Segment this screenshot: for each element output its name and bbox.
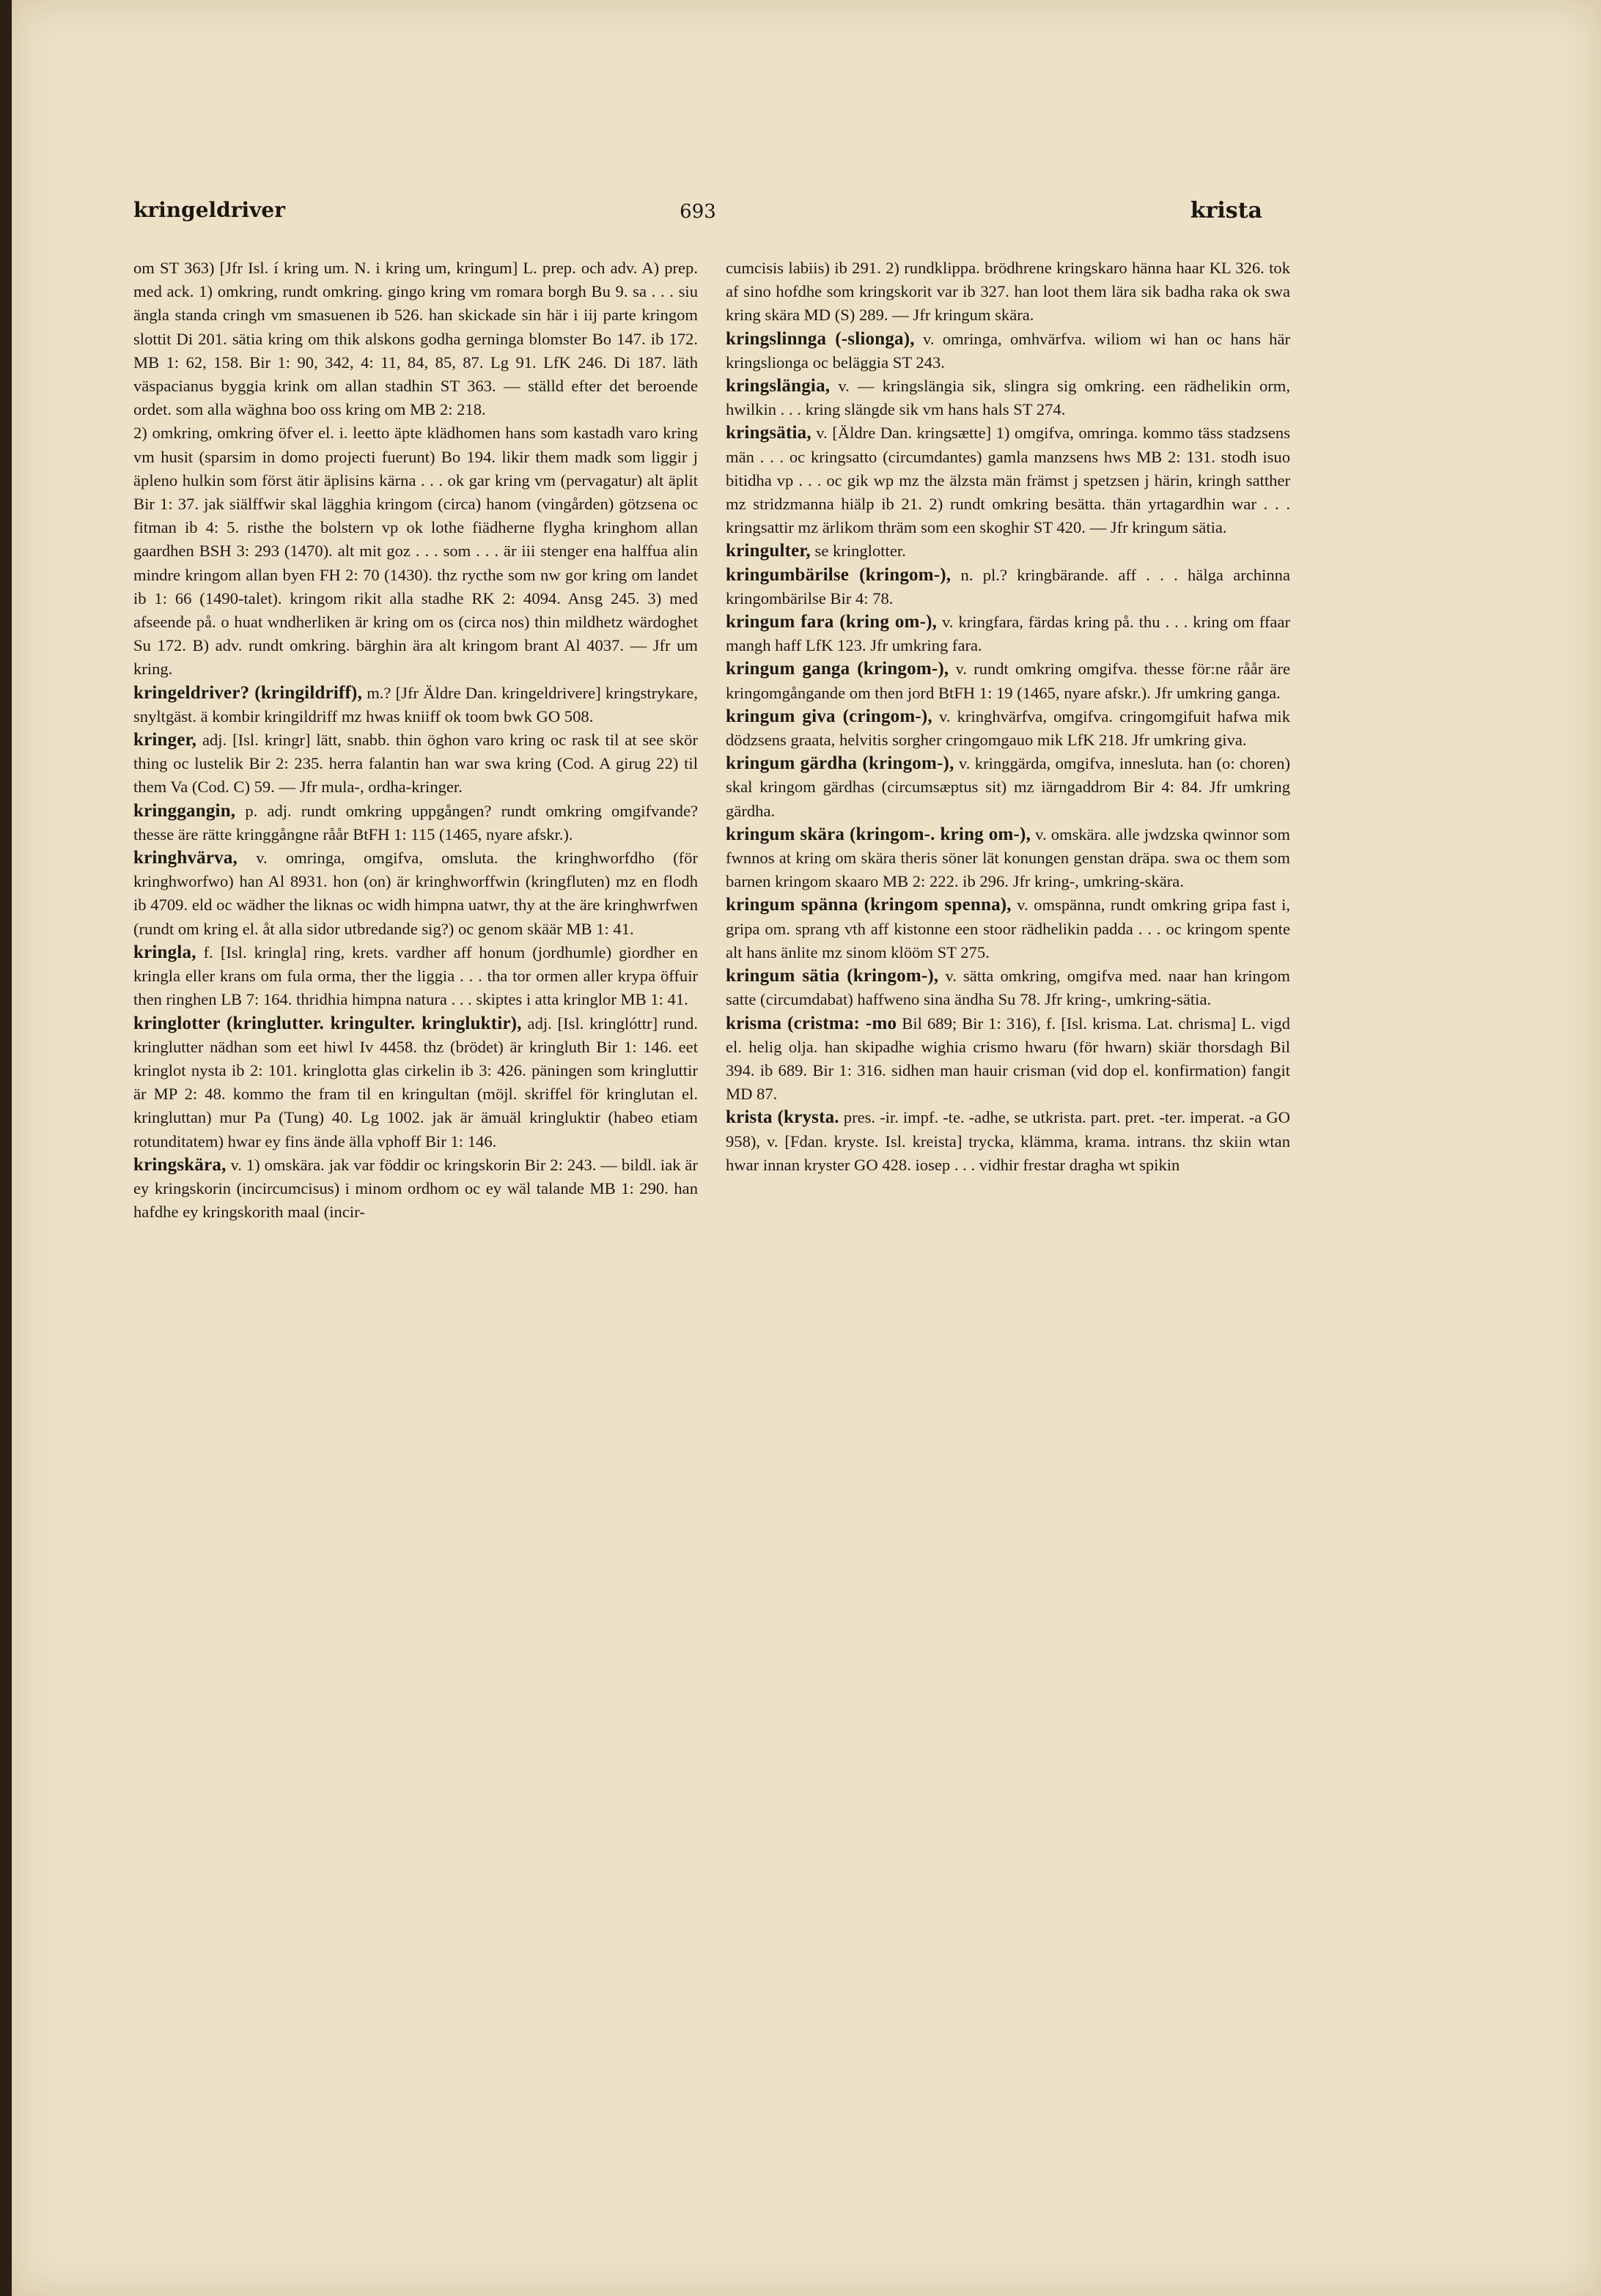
dictionary-entry — [726, 823, 1290, 894]
entry-headword: kringum skära (kringom-. kring om-), — [726, 824, 1031, 844]
entry-text: v. kringfara, färdas kring på. thu . . . kring om ffaar mangh haff LfK 123. Jfr umkring fara. — [726, 613, 1290, 655]
dictionary-entry — [133, 1153, 698, 1225]
entry-headword: kringhvärva, — [133, 848, 238, 868]
dictionary-entry — [726, 964, 1290, 1011]
dictionary-entry — [133, 800, 698, 846]
dictionary-entry — [726, 374, 1290, 421]
entry-text: v. omringa, omhvärfva. wiliom wi han oc hans här kringslionga oc beläggia ST 243. — [726, 329, 1290, 372]
entry-text: v. omringa, omgifva, omsluta. the kringhworfdho (för kringhworfwo) han Al 8931. hon (on) är kringhworffwin (kringfluten) mz en flodh ib 4709. eld oc wädher the liknas oc widh himpna uatwr, thy at the äre kringhwrfwen (rundt om kring el. åt alla sidor utbredande sig?) oc genom skäär MB 1: 41. — [133, 849, 698, 938]
right-column — [726, 256, 1290, 1177]
entry-text: v. rundt omkring omgifva. thesse för:ne råår äre kringomgångande om then jord BtFH 1: 19 (1465, nyare afskr.). Jfr umkring ganga. — [726, 660, 1290, 702]
entry-text: v. kringgärda, omgifva, innesluta. han (o: choren) skal kringom gärdhas (circumsæptus sit) mz iärngaddrom Bir 4: 84. Jfr umkring gärdha. — [726, 754, 1290, 820]
entry-text: v. 1) omskära. jak var föddir oc kringskorin Bir 2: 243. — bildl. iak är ey kringskorin (incircumcisus) i minom ordhom oc ey wäl talande MB 1: 290. han hafdhe ey kringskorith maal (incir- — [133, 1155, 698, 1222]
scan-edge — [0, 0, 12, 2296]
running-header — [133, 198, 1262, 235]
entry-headword: krista (krysta. — [726, 1107, 839, 1128]
dictionary-entry — [726, 657, 1290, 704]
dictionary-entry — [133, 941, 698, 1012]
entry-text: adj. [Isl. kringlóttr] rund. kringlutter nädhan som eet hiwl Iv 4458. thz (brödet) är kringluth Bir 1: 146. eet kringlot nysta ib 2: 101. kringlotta glas cirkelin ib 3: 426. päningen som kringluttir är MP 2: 48. kommo the fram til en kringultan (möjl. skriffel för kringlutan el. kringluttan) mur Pa (Tung) 40. Lg 1002. jak är ämuäl kringluktir (habeo etiam rotunditatem) hwar ey fins ände älla vphoff Bir 1: 146. — [133, 1014, 698, 1151]
entry-text: pres. -ir. impf. -te. -adhe, se utkrista. part. pret. -ter. imperat. -a GO 958), v. [Fdan. kryste. Isl. kreista] trycka, klämma, krama. intrans. thz skiin wtan hwar innan kryster GO 428. iosep . . . vidhir frestar dragha wt spikin — [726, 1108, 1290, 1174]
dictionary-entry — [133, 846, 698, 941]
entry-headword: kringum giva (cringom-), — [726, 706, 932, 726]
dictionary-entry — [133, 682, 698, 728]
entry-continuation — [133, 256, 698, 421]
dictionary-entry — [726, 328, 1290, 374]
entry-headword: kringgangin, — [133, 800, 236, 821]
entry-headword: kringum fara (kring om-), — [726, 612, 938, 632]
entry-text: cumcisis labiis) ib 291. 2) rundklippa. brödhrene kringskaro hänna haar KL 326. tok af sino hofdhe som kringskorit var ib 327. han loot them lära sik badha raka ok swa kring skära MD (S) 289. — Jfr kringum skära. — [726, 259, 1290, 325]
entry-text: v. [Äldre Dan. kringsætte] 1) omgifva, omringa. kommo täss stadzsens män . . . oc kringsatto (circumdantes) gamla manzsens hws MB 2: 131. stodh isuo bitidha vp . . . oc gik wp mz the älzsta män främst j spetzsen j härin, kringh satther mz stridzmanna hiälp ib 21. 2) rundt omkring besätta. thän yrtagardhin war . . . kringsattir mz ärlikom thräm som een skoghir ST 420. — Jfr kringum sätia. — [726, 424, 1290, 537]
entry-text: f. [Isl. kringla] ring, krets. vardher aff honum (jordhumle) giordher en kringla eller krans om fula orma, ther the liggia . . . tha tor ormen aller krypa öffuir then ringhen LB 7: 164. thridhia himpna natura . . . skiptes i atta kringlor MB 1: 41. — [133, 942, 698, 1009]
entry-headword: kringer, — [133, 730, 197, 750]
entry-headword: kringskära, — [133, 1154, 227, 1175]
entry-text: v. kringhvärfva, omgifva. cringomgifuit hafwa mik dödzsens graata, helvitis sorgher cringomgauo mik LfK 218. Jfr umkring giva. — [726, 706, 1291, 750]
dictionary-entry — [133, 1012, 698, 1153]
dictionary-entry — [726, 893, 1290, 964]
entry-headword: kringum sätia (kringom-), — [726, 966, 939, 986]
dictionary-entry — [726, 1012, 1290, 1107]
dictionary-entry — [726, 752, 1290, 823]
entry-headword: kringslinnga (-slionga), — [726, 328, 915, 349]
entry-headword: krisma (cristma: -mo — [726, 1013, 897, 1033]
dictionary-entry — [726, 421, 1290, 539]
entry-text: 2) omkring, omkring öfver el. i. leetto äpte klädhomen hans som kastadh varo kring vm husit (sparsim in domo projecti fuerunt) Bo 194. likir them madk som liggir j äpleno hulkin som först ätir äplisins kärna . . . ok gar kring vm (pervagatur) alt äplit Bir 1: 37. jak siälffwir skal lägghia kringom (circa) hanom (vingården) götzsena oc fitman ib 4: 5. risthe the bolstern vp ok lothe fiädherne flygha kringhom allan gaardhen BSH 3: 293 (1470). alt mit goz . . . som . . . är iii stenger ena halffua alin mindre kringom allan byen FH 2: 70 (1430). thz rycthe som nw gor kring om landet ib 1: 66 (1490-talet). kringom rikit alla stadhe RK 2: 4094. Ansg 245. 3) med afseende på. o huat wndherliken är kring om os (circa nos) thin mildhetz wärdoghet Su 172. B) adv. rundt omkring. bärghin ära alt kringom brant Al 4037. — Jfr um kring. — [133, 424, 698, 679]
entry-text: om ST 363) [Jfr Isl. í kring um. N. i kring um, kringum] L. prep. och adv. A) prep. med ack. 1) omkring, rundt omkring. gingo kring vm romara borgh Bu 9. sa . . . siu ängla standa cringh vm smasuenen ib 526. han skickade sin här i iij parte kringom slottit Di 201. sätia kring om thik alskons godha gerninga blomster Bo 147. ib 172. MB 1: 62, 158. Bir 1: 90, 342, 4: 11, 84, 85, 87. Lg 91. LfK 246. Di 187. läth väspacianus byggia krink om allan stadhin ST 363. — ställd efter det beroende ordet. som alla wäghna boo oss kring om MB 2: 218. — [133, 259, 698, 419]
entry-text: Bil 689; Bir 1: 316), f. [Isl. krisma. Lat. chrisma] L. vigd el. helig olja. han skipadhe wighia crismo hwaru (för hwarn) skiär thorsdagh Bil 394. ib 689. Bir 1: 316. sidhen man hauir crisman (vid dop el. konfirmation) fangit MD 87. — [726, 1014, 1290, 1104]
dictionary-entry — [133, 728, 698, 800]
entry-continuation — [726, 256, 1290, 328]
entry-headword: kringum spänna (kringom spenna), — [726, 895, 1012, 915]
entry-headword: kringum gärdha (kringom-), — [726, 753, 954, 774]
entry-headword: kringeldriver? (kringildriff), — [133, 682, 363, 703]
entry-headword: kringlotter (kringlutter. kringulter. kringluktir), — [133, 1013, 522, 1033]
entry-text: v. — kringslängia sik, slingra sig omkring. een rädhelikin orm, hwilkin . . . kring slängde sik vm hans hals ST 274. — [726, 377, 1290, 419]
entry-text: m.? [Jfr Äldre Dan. kringeldrivere] kringstrykare, snyltgäst. ä kombir kringildriff mz hwas kniiff ok toom bwk GO 508. — [133, 683, 698, 726]
entry-headword: kringla, — [133, 942, 196, 962]
entry-text: p. adj. rundt omkring uppgången? rundt omkring omgifvande? thesse äre rätte kringgångne råår BtFH 1: 115 (1465, nyare afskr.). — [133, 801, 698, 844]
entry-text: n. pl.? kringbärande. aff . . . hälga archinna kringombärilse Bir 4: 78. — [726, 565, 1290, 608]
entry-headword: kringsätia, — [726, 423, 811, 443]
dictionary-entry — [726, 705, 1290, 752]
dictionary-entry — [726, 610, 1290, 657]
dictionary-entry — [726, 539, 1290, 563]
page-number: 693 — [680, 201, 716, 223]
left-column — [133, 256, 698, 1224]
entry-text: v. sätta omkring, omgifva med. naar han kringom satte (circumdabat) haffweno sina ändha Su 78. Jfr kring-, umkring-sätia. — [726, 967, 1291, 1009]
dictionary-entry — [726, 1106, 1290, 1177]
entry-headword: kringulter, — [726, 541, 811, 561]
entry-headword: kringum ganga (kringom-), — [726, 659, 949, 679]
header-first-headword: kringeldriver — [133, 198, 285, 222]
entry-headword: kringumbärilse (kringom-), — [726, 564, 952, 585]
entry-text: v. omskära. alle jwdzska qwinnor som fwnnos at kring om skära theris söner lät konungen genstan dräpa. swa oc them som barnen kringom skaaro MB 2: 222. ib 296. Jfr kring-, umkring-skära. — [726, 824, 1290, 891]
entry-text: adj. [Isl. kringr] lätt, snabb. thin öghon varo kring oc rask til at see skör thing oc lustelik Bir 2: 235. herra falantin han war swa kring (Cod. A girug 22) til them Va (Cod. C) 59. — Jfr mula-, ordha-kringer. — [133, 731, 698, 797]
entry-text: v. omspänna, rundt omkring gripa fast i, gripa om. sprang vth aff kistonne een stoor rädhelikin padda . . . oc kringom spente alt hans änlite mz sinom klööm ST 275. — [726, 896, 1290, 961]
entry-headword: kringslängia, — [726, 376, 831, 396]
dictionary-entry — [726, 564, 1290, 610]
entry-text: se kringlotter. — [810, 542, 906, 561]
entry-continuation — [133, 421, 698, 681]
header-last-headword: krista — [1190, 198, 1262, 224]
